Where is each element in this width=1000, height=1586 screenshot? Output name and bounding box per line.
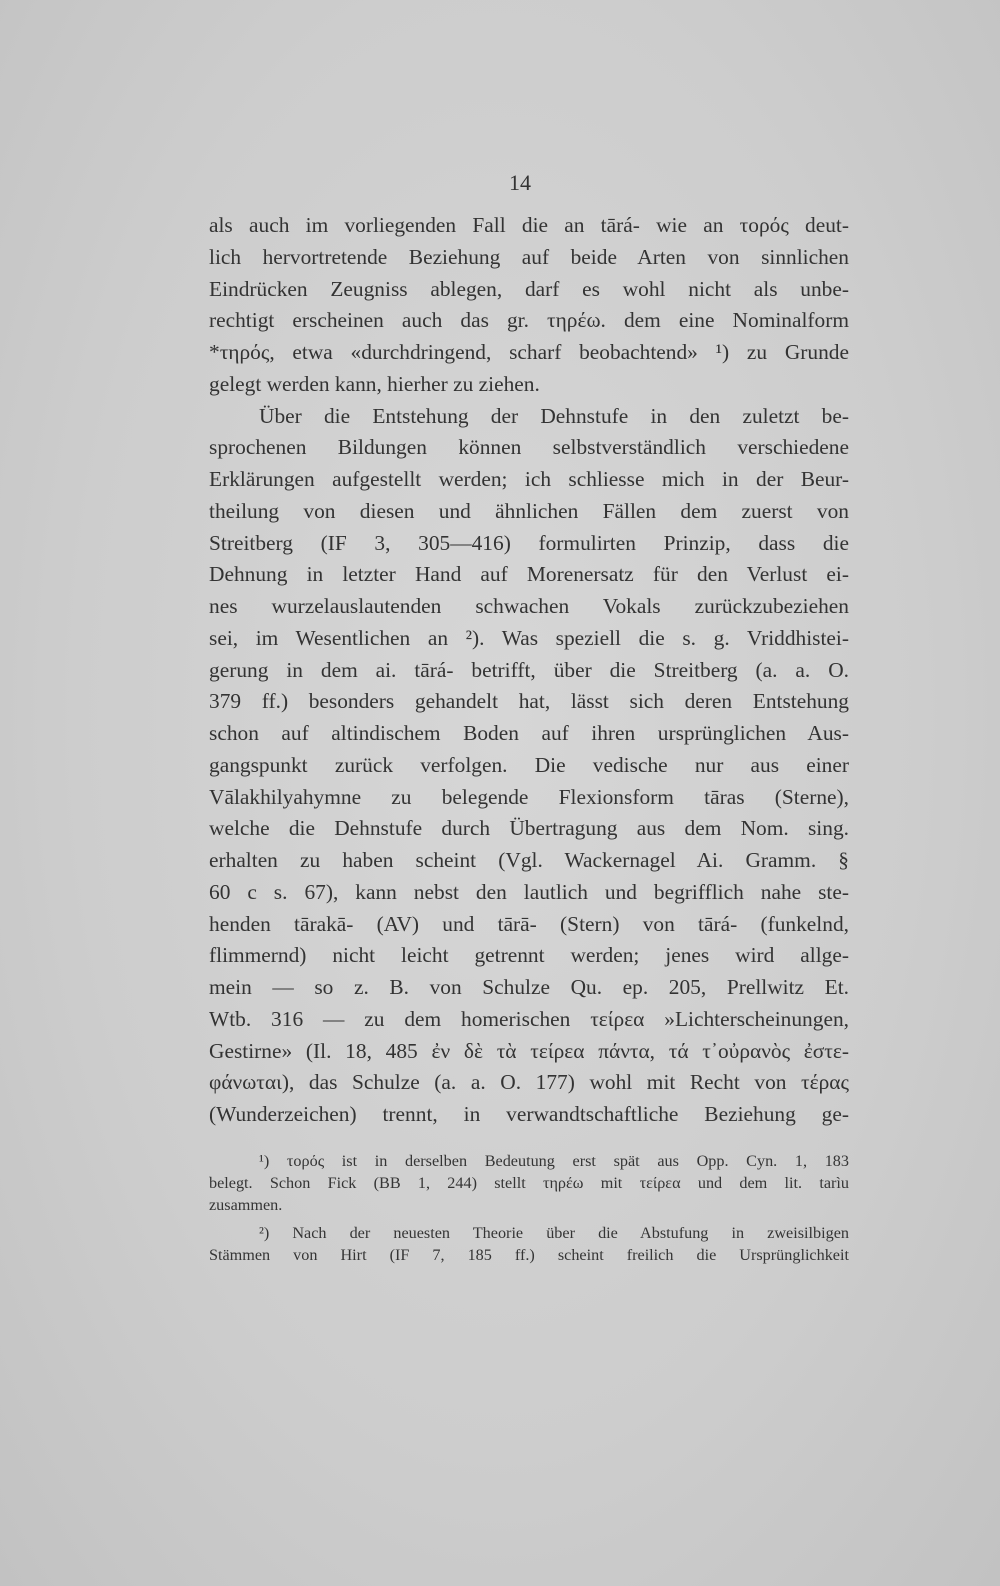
body-line: als auch im vorliegenden Fall die an tārá- wie an τορός deut- [209, 213, 849, 237]
body-line: Über die Entstehung der Dehnstufe in den zuletzt be- [259, 403, 849, 428]
body-line: henden tārakā- (AV) und tārā- (Stern) von tārá- (funkelnd, [209, 911, 849, 936]
body-line: schon auf altindischem Boden auf ihren ursprünglichen Aus- [209, 721, 849, 745]
footnote-line: belegt. Schon Fick (BB 1, 244) stellt τηρέω mit τείρεα und dem lit. tarìu [209, 1174, 849, 1192]
body-line: Gestirne» (Il. 18, 485 ἐν δὲ τὰ τείρεα πάντα, τά τ᾽οὐρανὸς ἐστε- [209, 1038, 849, 1063]
footnote-line: ²) Nach der neuesten Theorie über die Abstufung in zweisilbigen [259, 1224, 849, 1242]
footnote-line: ¹) τορός ist in derselben Bedeutung erst spät aus Opp. Cyn. 1, 183 [259, 1152, 849, 1170]
body-line: 379 ff.) besonders gehandelt hat, lässt sich deren Entstehung [209, 689, 849, 714]
body-text [209, 210, 849, 1131]
body-line: φάνωται), das Schulze (a. a. O. 177) wohl mit Recht von τέρας [209, 1070, 849, 1095]
page-number: 14 [509, 170, 531, 195]
body-line: Vālakhilyahymne zu belegende Flexionsform tāras (Sterne), [209, 784, 849, 809]
body-line: sei, im Wesentlichen an ²). Was speziell die s. g. Vriddhistei- [209, 625, 849, 650]
footnote-line: zusammen. [209, 1196, 283, 1214]
body-line: Erklärungen aufgestellt werden; ich schliesse mich in der Beur- [209, 467, 849, 491]
body-line: Streitberg (IF 3, 305—416) formulirten Prinzip, dass die [209, 530, 849, 555]
body-line: mein — so z. B. von Schulze Qu. ep. 205, Prellwitz Et. [209, 975, 849, 999]
body-line: gelegt werden kann, hierher zu ziehen. [209, 371, 540, 396]
body-line: lich hervortretende Beziehung auf beide Arten von sinnlichen [209, 244, 849, 269]
body-line: sprochenen Bildungen können selbstverständlich verschiedene [209, 435, 849, 460]
body-line: flimmernd) nicht leicht getrennt werden; jenes wird allge- [209, 943, 849, 968]
body-line: Wtb. 316 — zu dem homerischen τείρεα »Lichterscheinungen, [209, 1006, 849, 1031]
body-line: nes wurzelauslautenden schwachen Vokals zurückzubeziehen [209, 594, 849, 618]
body-line: gerung in dem ai. tārá- betrifft, über die Streitberg (a. a. O. [209, 657, 849, 682]
body-line: welche die Dehnstufe durch Übertragung aus dem Nom. sing. [209, 816, 849, 841]
body-line: rechtigt erscheinen auch das gr. τηρέω. dem eine Nominalform [209, 308, 849, 333]
body-line: erhalten zu haben scheint (Vgl. Wackernagel Ai. Gramm. § [209, 848, 849, 872]
body-line: 60 c s. 67), kann nebst den lautlich und begrifflich nahe ste- [209, 879, 849, 904]
body-line: Dehnung in letzter Hand auf Morenersatz für den Verlust ei- [209, 562, 849, 587]
footnote-line: Stämmen von Hirt (IF 7, 185 ff.) scheint freilich die Ursprünglichkeit [209, 1246, 849, 1264]
body-line: (Wunderzeichen) trennt, in verwandtschaftliche Beziehung ge- [209, 1102, 849, 1126]
body-line: theilung von diesen und ähnlichen Fällen dem zuerst von [209, 498, 849, 523]
body-line: Eindrücken Zeugniss ablegen, darf es wohl nicht als unbe- [209, 276, 849, 301]
footnotes [209, 1150, 849, 1266]
body-line: gangspunkt zurück verfolgen. Die vedische nur aus einer [209, 752, 849, 777]
body-line: *τηρός, etwa «durchdringend, scharf beobachtend» ¹) zu Grunde [209, 340, 849, 364]
